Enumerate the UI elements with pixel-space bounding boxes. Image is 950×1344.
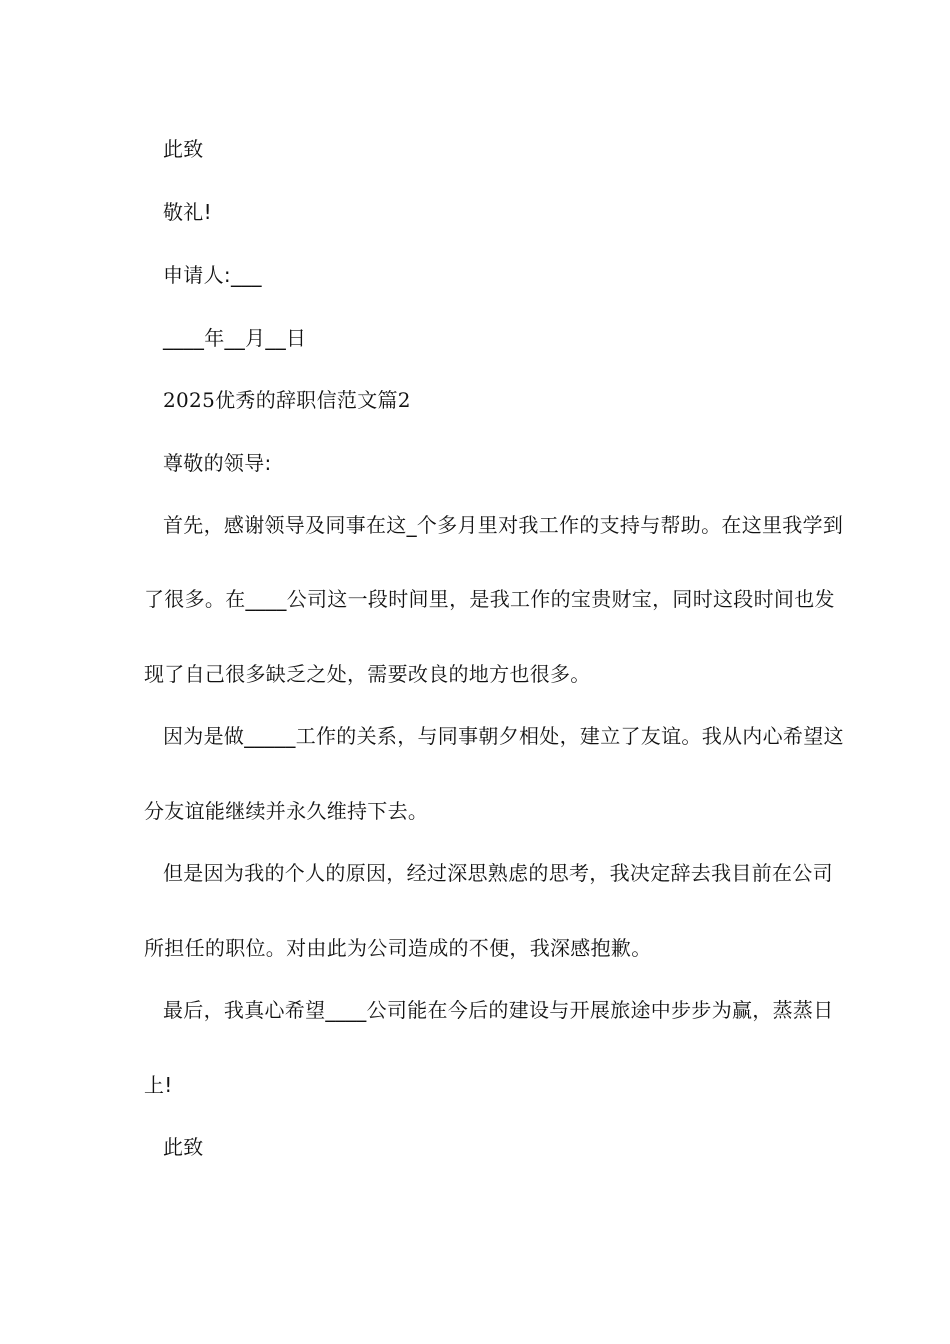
paragraph-1-line-2: 了很多。在____公司这一段时间里，是我工作的宝贵财宝，同时这段时间也发 [144,587,835,611]
greeting: 尊敬的领导: [163,451,272,475]
paragraph-1-line-1: 首先，感谢领导及同事在这_个多月里对我工作的支持与帮助。在这里我学到 [163,513,844,537]
paragraph-4-line-2: 上! [144,1073,173,1097]
date-line: ____年__月__日 [163,326,307,350]
paragraph-2-line-2: 分友谊能继续并永久维持下去。 [144,799,429,823]
closing-salutation: 此致 [163,137,204,161]
applicant-line: 申请人:___ [163,263,262,287]
paragraph-4-line-1: 最后，我真心希望____公司能在今后的建设与开展旅途中步步为赢，蒸蒸日 [163,998,834,1022]
paragraph-3-line-1: 但是因为我的个人的原因，经过深思熟虑的思考，我决定辞去我目前在公司 [163,861,833,885]
paragraph-2-line-1: 因为是做_____工作的关系，与同事朝夕相处，建立了友谊。我从内心希望这 [163,724,844,748]
paragraph-3-line-2: 所担任的职位。对由此为公司造成的不便，我深感抱歉。 [144,936,652,960]
closing-respect: 敬礼! [163,200,212,224]
paragraph-1-line-3: 现了自己很多缺乏之处，需要改良的地方也很多。 [144,662,591,686]
closing-salutation-2: 此致 [163,1135,204,1159]
section-title: 2025优秀的辞职信范文篇2 [163,388,411,412]
